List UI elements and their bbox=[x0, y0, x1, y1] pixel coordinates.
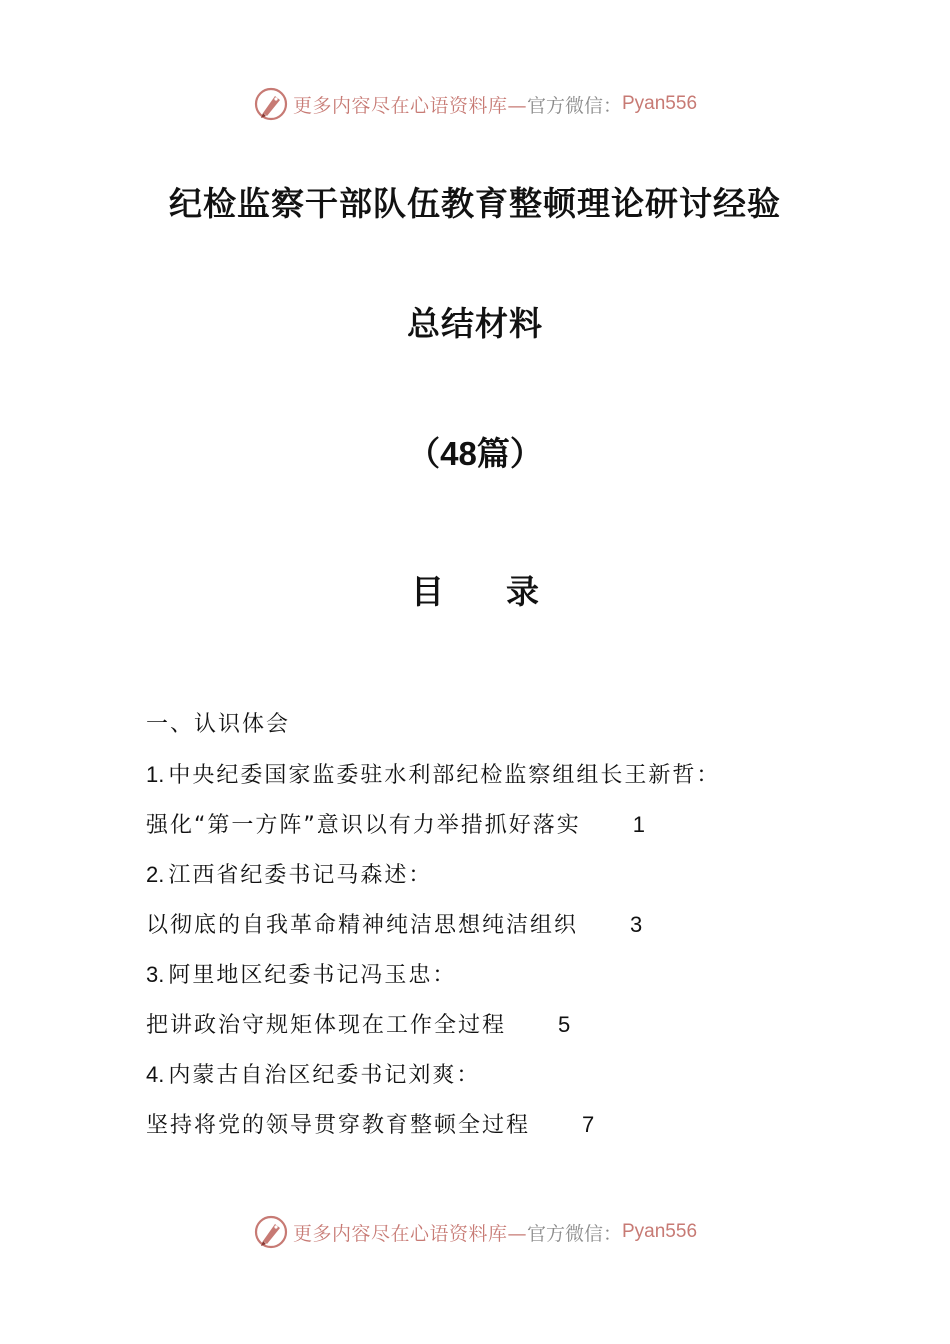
toc-entry-title-text: 坚持将党的领导贯穿教育整顿全过程 bbox=[146, 1113, 531, 1138]
document-title-line-2: 总结材料 bbox=[407, 304, 543, 343]
toc-entry-author-text: 中央纪委国家监委驻水利部纪检监察组组长王新哲： bbox=[168, 763, 721, 788]
toc-entry-title-text: 把讲政治守规矩体现在工作全过程 bbox=[146, 1013, 507, 1038]
toc-entry-author-text: 阿里地区纪委书记冯玉忠： bbox=[168, 963, 457, 988]
toc-heading-left: 目 bbox=[411, 572, 444, 611]
toc-entry-title[interactable] bbox=[146, 1100, 846, 1150]
document-title-line-1: 纪检监察干部队伍教育整顿理论研讨经验 bbox=[169, 184, 781, 223]
toc-entry-page: 5 bbox=[558, 1012, 571, 1037]
toc-heading bbox=[0, 566, 950, 613]
pen-nib-logo-icon bbox=[253, 86, 289, 122]
header-banner bbox=[0, 84, 950, 124]
toc-entry-title-text: 强化“第一方阵”意识以有力举措抓好落实 bbox=[146, 813, 581, 838]
table-of-contents bbox=[146, 700, 846, 1150]
count-number: 48 bbox=[440, 435, 477, 472]
toc-entry-page: 1 bbox=[632, 812, 646, 837]
article-count bbox=[0, 428, 950, 475]
toc-entry-author[interactable] bbox=[146, 750, 846, 800]
toc-entry-title[interactable] bbox=[146, 900, 846, 950]
toc-entry-title[interactable] bbox=[146, 800, 846, 850]
toc-entry-page: 7 bbox=[582, 1112, 595, 1137]
toc-entry-number: 1. bbox=[146, 762, 165, 787]
banner-slogan: 更多内容尽在心语资料库— bbox=[292, 94, 527, 117]
toc-entry-page: 3 bbox=[630, 912, 643, 937]
pen-nib-logo-icon bbox=[253, 1214, 289, 1250]
count-unit: 篇） bbox=[476, 434, 543, 473]
toc-entry-title-text: 以彻底的自我革命精神纯洁思想纯洁组织 bbox=[146, 913, 579, 938]
toc-heading-right: 录 bbox=[506, 572, 539, 611]
toc-entry-author[interactable] bbox=[146, 850, 846, 900]
toc-entry-number: 2. bbox=[146, 862, 165, 887]
count-open-paren: （ bbox=[407, 434, 441, 473]
banner-wechat-label: 官方微信： bbox=[526, 1222, 622, 1245]
banner-wechat-id: Pyan556 bbox=[622, 1221, 698, 1242]
toc-entry-author[interactable] bbox=[146, 1050, 846, 1100]
toc-entry-number: 3. bbox=[146, 962, 165, 987]
toc-entry-number: 4. bbox=[146, 1062, 165, 1087]
toc-section-heading: 一、认识体会 bbox=[146, 712, 291, 737]
toc-entry-author-text: 内蒙古自治区纪委书记刘爽： bbox=[168, 1063, 481, 1088]
footer-banner bbox=[0, 1212, 950, 1252]
banner-wechat-id: Pyan556 bbox=[622, 93, 698, 114]
toc-entry-author-text: 江西省纪委书记马森述： bbox=[168, 863, 433, 888]
banner-slogan: 更多内容尽在心语资料库— bbox=[292, 1222, 527, 1245]
toc-entry-author[interactable] bbox=[146, 950, 846, 1000]
toc-entry-title[interactable] bbox=[146, 1000, 846, 1050]
banner-wechat-label: 官方微信： bbox=[526, 94, 622, 117]
